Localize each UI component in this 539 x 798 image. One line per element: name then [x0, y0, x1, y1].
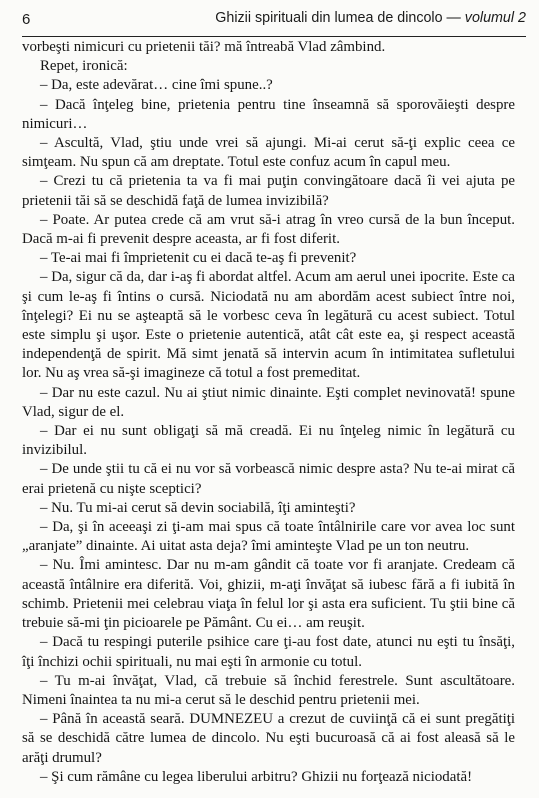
- paragraph: – Poate. Ar putea crede că am vrut să-i atrag în vreo cursă de la bun început. Dacă m-ai fi prevenit despre aceasta, ar fi fost diferit.: [22, 211, 515, 248]
- paragraph: – Nu. Tu mi-ai cerut să devin sociabilă, îţi aminteşti?: [40, 499, 356, 516]
- running-title: Ghizii spirituali din lumea de dincolo — volumul 2: [215, 10, 526, 26]
- paragraph: – Nu. Îmi amintesc. Dar nu m-am gândit că toate vor fi aranjate. Credeam că această întâlnire era diferită. Voi, ghizii, m-aţi învăţat să iubesc fără a fi iubită în schimb. Prietenii mei celebrau viaţa în felul lor şi asta era suficient. Tu ştii bine că trebuie să-mi ţin picioarele pe Pământ. Cu ei… am reuşit.: [22, 557, 515, 632]
- paragraph: – Dacă înţeleg bine, prietenia pentru tine înseamnă să sporovăieşti despre nimicuri…: [22, 96, 515, 132]
- paragraph: – Până în această seară. DUMNEZEU a crezut de cuviinţă că ei sunt pregătiţi să se deschidă către lumea de dincolo. Nu eşti bucuroasă că ai fost aleasă să le arăţi drumul?: [22, 711, 515, 766]
- paragraph: – Tu m-ai învăţat, Vlad, că trebuie să închid ferestrele. Sunt ascultătoare. Nimeni înaintea ta nu mi-a cerut să le deschid pentru prietenii mei.: [22, 672, 515, 708]
- running-header: [22, 6, 526, 37]
- paragraph: – Ascultă, Vlad, ştiu unde vrei să ajungi. Mi-ai cerut să-ţi explic ceea ce simţeam. Nu spun că am dreptate. Totul este confuz acum în capul meu.: [22, 135, 515, 171]
- paragraph: – Şi cum rămâne cu legea liberului arbitru? Ghizii nu forţează niciodată!: [40, 768, 473, 785]
- paragraph: – Da, este adevărat… cine îmi spune..?: [40, 77, 273, 94]
- volume-label: volumul 2: [464, 10, 526, 26]
- paragraph: – Dacă tu respingi puterile psihice care ţi-au fost date, atunci nu eşti tu însăţi, îţi închizi ochii spirituali, nu mai eşti în armonie cu totul.: [22, 634, 515, 670]
- paragraph: vorbeşti nimicuri cu prietenii tăi? mă întreabă Vlad zâmbind.: [22, 39, 386, 55]
- paragraph: – Crezi tu că prietenia ta va fi mai puţin convingătoare dacă îi vei ajuta pe prietenii tăi să se deschidă faţă de lumea invizibilă?: [22, 173, 515, 209]
- paragraph: – Da, şi în aceeaşi zi ţi-am mai spus că toate întâlnirile care vor avea loc sunt „aranjate” dinainte. Ai uitat asta deja? îmi aminteşte Vlad pe un ton neutru.: [22, 519, 515, 555]
- paragraph: – Te-ai mai fi împrietenit cu ei dacă te-aş fi prevenit?: [40, 250, 357, 267]
- book-title: Ghizii spirituali din lumea de dincolo: [215, 10, 443, 26]
- body-text: [22, 38, 515, 787]
- paragraph: – Da, sigur că da, dar i-aş fi abordat altfel. Acum am aerul unei ipocrite. Este ca şi cum le-aş fi întins o cursă. Niciodată nu am abordăm acest subiect între noi, înţelegi? Ei nu se aşteaptă să le vorbesc ceva în legătură cu acest subiect. Totul este simplu şi uşor. Este o prietenie autentică, atât cât este ea, şi respect această independenţă de spirit. Mă simt jenată să intervin acum în intimitatea sufletului lor. Nu aş vrea să-şi imagineze că totul a fost premeditat.: [22, 269, 515, 382]
- paragraph: – De unde ştii tu că ei nu vor să vorbească nimic despre asta? Nu te-ai mirat că erai prietenă cu nişte sceptici?: [22, 461, 515, 497]
- paragraph: Repet, ironică:: [40, 58, 128, 75]
- paragraph: – Dar ei nu sunt obligaţi să mă creadă. Ei nu înţeleg nimic în legătură cu invizibilul.: [22, 423, 515, 459]
- page-number: 6: [22, 11, 31, 28]
- paragraph: – Dar nu este cazul. Nu ai ştiut nimic dinainte. Eşti complet nevinovată! spune Vlad, sigur de el.: [22, 384, 515, 420]
